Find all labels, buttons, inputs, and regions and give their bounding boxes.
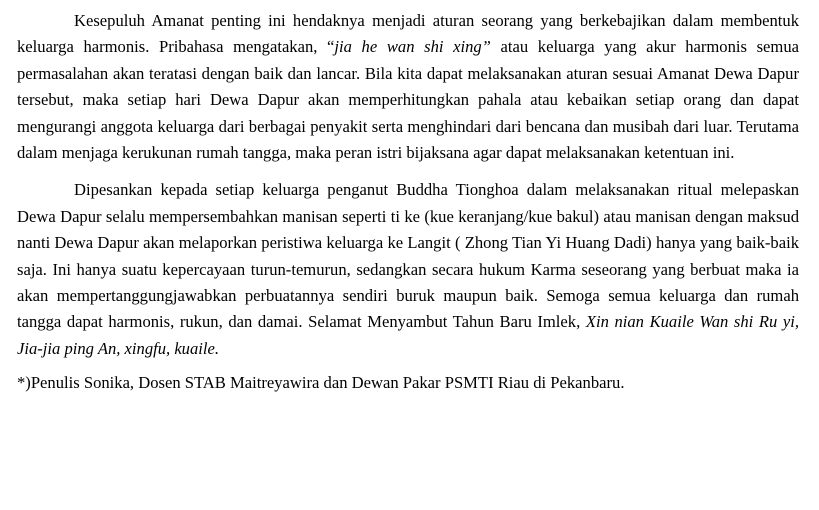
paragraph-2-italic-greeting: Xin nian Kuaile Wan shi Ru yi, Jia-jia ping An, xingfu, kuaile. [17, 312, 800, 358]
paragraph-1-italic-phrase: jia he wan shi xing” [334, 37, 491, 57]
author-footnote: *)Penulis Sonika, Dosen STAB Maitreyawira dan Dewan Pakar PSMTI Riau di Pekanbaru. [17, 373, 625, 393]
paragraph-1 [17, 8, 799, 166]
paragraph-1-text-2: atau keluarga yang akur harmonis semua permasalahan akan teratasi dengan baik dan lancar. Bila kita dapat melaksanakan aturan sesuai Amanat Dewa Dapur tersebut, maka setiap hari Dewa Dapur akan memperhitungkan pahala atau kebaikan setiap orang dan dapat mengurangi anggota keluarga dari berbagai penyakit serta menghindari dari bencana dan musibah dari luar. Terutama dalam menjaga kerukunan rumah tangga, maka peran istri bijaksana agar dapat melaksanakan ketentuan ini. [17, 37, 799, 163]
paragraph-2 [17, 177, 799, 362]
document-page [17, 8, 799, 413]
paragraph-1-text-1: Kesepuluh Amanat penting ini hendaknya menjadi aturan seorang yang berkebajikan dalam membentuk keluarga harmonis. Pribahasa mengatakan, “ [17, 11, 799, 57]
paragraph-2-text-1: Dipesankan kepada setiap keluarga penganut Buddha Tionghoa dalam melaksanakan ritual melepaskan Dewa Dapur selalu mempersembahkan manisan seperti ti ke (kue keranjang/kue bakul) atau manisan dengan maksud nanti Dewa Dapur akan melaporkan peristiwa keluarga ke Langit ( Zhong Tian Yi Huang Dadi) hanya yang baik-baik saja. Ini hanya suatu kepercayaan turun-temurun, sedangkan secara hukum Karma seseorang yang berbuat maka ia akan mempertanggungjawabkan perbuatannya sendiri buruk maupun baik. Semoga semua keluarga dan rumah tangga dapat harmonis, rukun, dan damai. Selamat Menyambut Tahun Baru Imlek, [17, 180, 799, 332]
